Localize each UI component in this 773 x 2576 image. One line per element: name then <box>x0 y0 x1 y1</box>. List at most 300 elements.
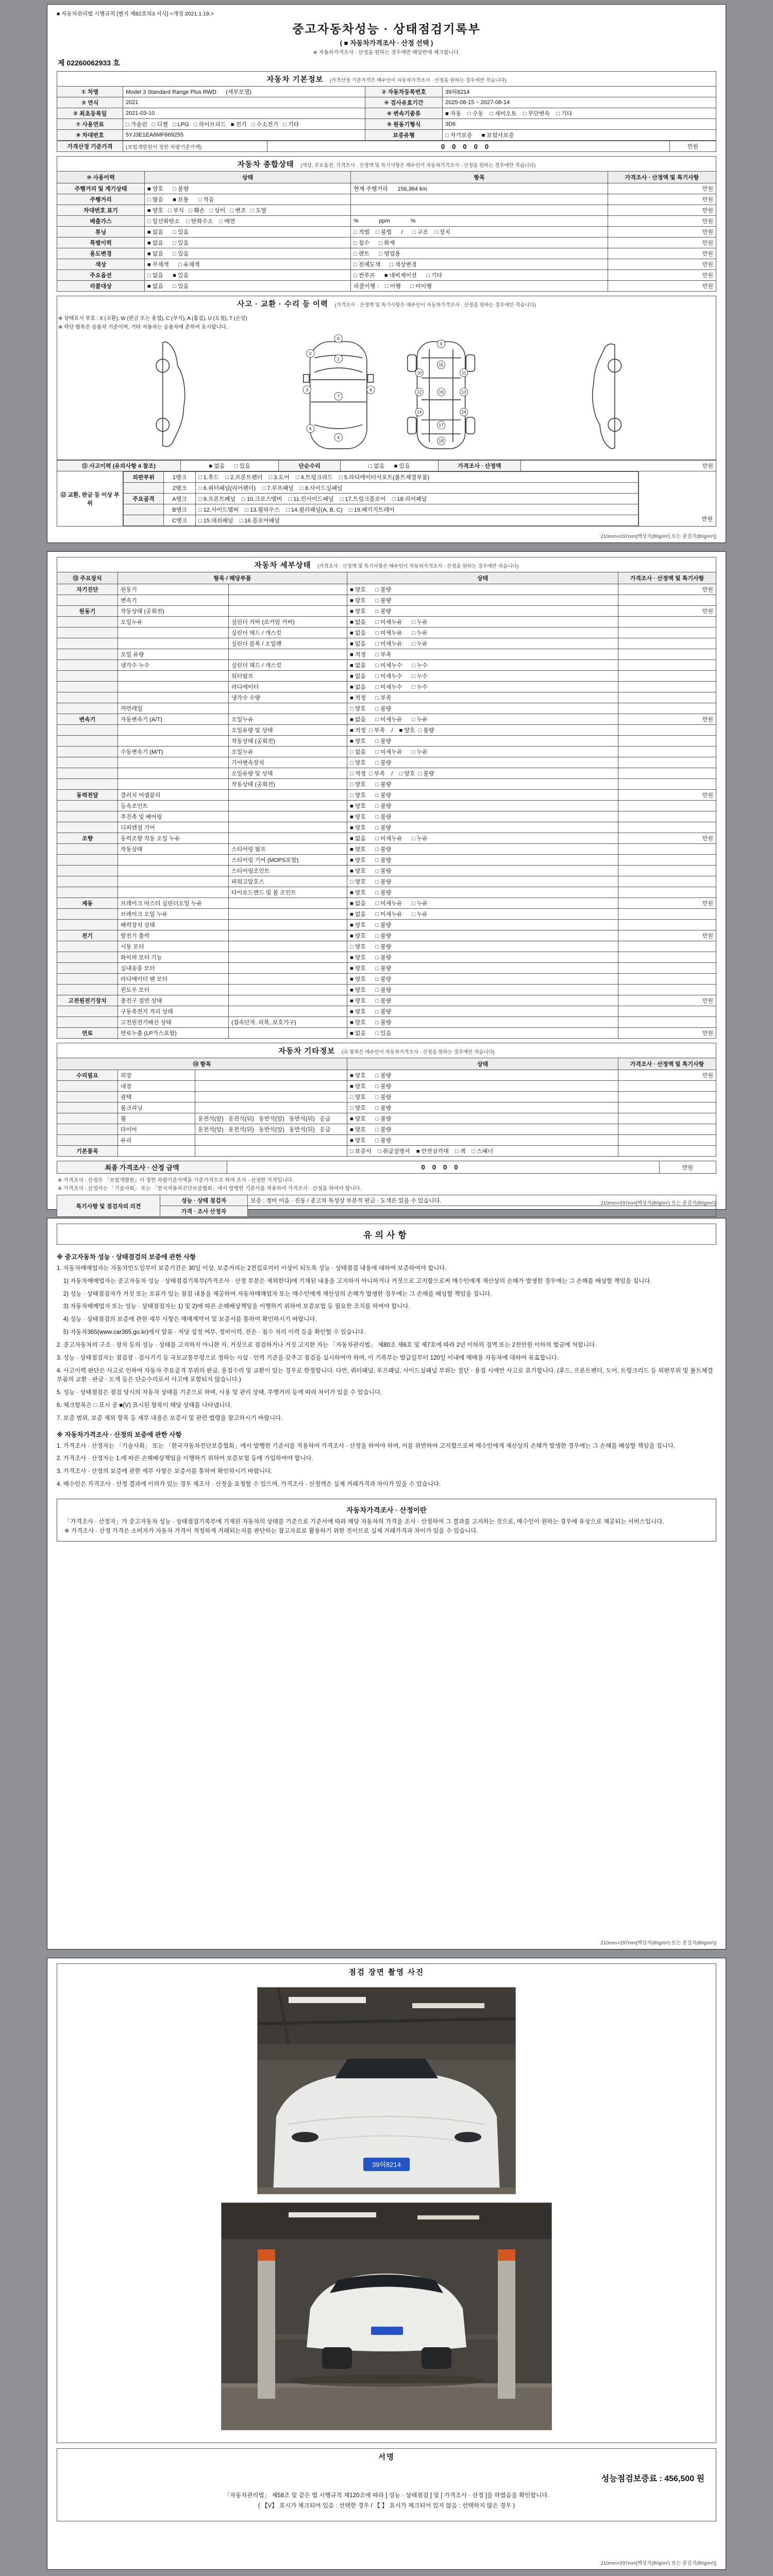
accident-history-table <box>57 460 716 471</box>
detail-system-cell <box>57 855 118 866</box>
section-detail <box>57 557 716 572</box>
detail-system-cell <box>57 649 118 660</box>
exchange-category <box>124 515 164 526</box>
section-accident <box>57 296 716 311</box>
detail-state-checkboxes: ■ 양호 □ 불량 <box>347 952 618 963</box>
detail-item-cell: 브레이크 마스터 실린더오일 누유 <box>118 898 229 909</box>
detail-price-cell: 만원 <box>618 1028 716 1039</box>
detail-row <box>57 822 716 833</box>
etc-row <box>57 1135 716 1146</box>
etc-price-cell <box>618 1135 716 1146</box>
overall-row <box>57 238 716 248</box>
detail-price-cell <box>618 801 716 811</box>
detail-price-cell <box>618 909 716 920</box>
exchange-parts: □ 1.후드 □ 2.프론트펜더 □ 3.도어 □ 4.트렁크리드 □ 5.라디에이터서포트(볼트체결부품) <box>196 472 638 483</box>
detail-system-cell: 제동 <box>57 898 118 909</box>
overall-state-checkboxes: ■ 없음 □ 있음 <box>145 248 351 259</box>
etc-state-checkboxes: □ 양호 □ 불량 <box>347 1092 618 1103</box>
overall-col-usage: ⑩ 사용이력 <box>57 172 145 183</box>
detail-price-cell <box>618 876 716 887</box>
etc-item-cell: 유리 <box>118 1135 195 1146</box>
detail-price-cell <box>618 671 716 682</box>
exchange-category <box>124 504 164 515</box>
detail-system-cell <box>57 844 118 855</box>
detail-system-cell <box>57 909 118 920</box>
detail-system-cell: 자기진단 <box>57 584 118 595</box>
detail-state-checkboxes: ■ 없음 □ 미세누유 □ 누유 <box>347 909 618 920</box>
basic-value-right: 2025-08-15 ~ 2027-08-14 <box>443 97 716 108</box>
section-detail-title: 자동차 세부상태 <box>254 562 311 570</box>
detail-system-cell <box>57 876 118 887</box>
overall-state-checkboxes: □ 많음 ■ 보통 □ 적음 <box>145 194 351 205</box>
detail-state-checkboxes: ■ 양호 □ 불량 <box>347 920 618 930</box>
detail-system-cell <box>57 736 118 747</box>
vehicle-diagram-panel <box>57 311 716 460</box>
detail-item-cell <box>118 736 229 747</box>
etc-price-cell <box>618 1103 716 1113</box>
sign-statement-2: ( 【V】 표시가 체크되어 있음 : 선택한 경우 / 【 】 표시가 체크되어 있지 않음 : 선택하지 않은 경우 ) <box>258 2503 515 2509</box>
overall-state-checkboxes: ■ 없음 □ 있음 <box>145 227 351 238</box>
etc-price-cell <box>618 1081 716 1092</box>
detail-row <box>57 844 716 855</box>
detail-item-cell: 동력조향 작동 오일 누유 <box>118 833 229 844</box>
detail-subitem-cell: 오일유량 및 상태 <box>229 725 347 736</box>
exchange-price-cell: 만원 <box>638 471 716 526</box>
detail-price-cell <box>618 638 716 649</box>
detail-item-cell: 시동 모터 <box>118 941 229 952</box>
photo-section-title: 점검 장면 촬영 사진 <box>57 1963 716 1980</box>
detail-price-cell <box>618 1017 716 1028</box>
detail-system-cell: 변속기 <box>57 714 118 725</box>
detail-price-cell <box>618 757 716 768</box>
basic-label-right: 보증유형 <box>365 130 443 141</box>
etc-state-checkboxes: ■ 양호 □ 불량 <box>347 1081 618 1092</box>
detail-system-cell <box>57 985 118 995</box>
detail-system-cell: 전기 <box>57 930 118 941</box>
detail-subitem-cell: 타이로드엔드 및 볼 조인트 <box>229 887 347 898</box>
detail-price-cell: 만원 <box>618 606 716 617</box>
basic-info-row <box>57 130 716 141</box>
detail-system-cell: 동력전달 <box>57 790 118 801</box>
exchange-rank: 2랭크 <box>164 483 196 494</box>
basic-label-right: ④ 검사유효기간 <box>365 97 443 108</box>
detail-system-cell <box>57 887 118 898</box>
section-basic-title: 자동차 기본정보 <box>266 76 324 84</box>
detail-item-cell: 자동변속기 (A/T) <box>118 714 229 725</box>
detail-subitem-cell <box>229 1028 347 1039</box>
detail-row <box>57 768 716 779</box>
overall-extra: % ppm % <box>351 216 608 227</box>
section-overall-note: (색상, 주요옵션, 가격조사 · 산정액 및 특기사항은 매수인이 자동차가격조사 · 산정을 원하는 경우에만 적습니다) <box>300 163 536 168</box>
detail-state-checkboxes: ■ 없음 □ 미세누유 □ 누유 <box>347 898 618 909</box>
etc-col-price: 가격조사 · 산정액 및 특기사항 <box>618 1058 716 1070</box>
detail-system-cell <box>57 682 118 692</box>
overall-extra: □ 썬루프 ■ 네비게이션 □ 기타 <box>351 270 608 281</box>
exchange-label: ⑫ 교환, 판금 등 이상 부위 <box>57 471 123 526</box>
price-survey-select-note: ※ 자동차가격조사 · 산정을 원하는 경우에만 해당란에 체크합니다. <box>313 50 460 56</box>
final-price-note-1: ※ 가격조사 · 산정은 「보험개발원」이 정한 차량기준가액을 기준가격으로 하여 조사 · 산정한 가격입니다. <box>58 1178 294 1183</box>
overall-usage-label: 주요옵션 <box>57 270 145 281</box>
etc-price-cell <box>618 1124 716 1135</box>
overall-usage-label: 색상 <box>57 259 145 270</box>
detail-state-checkboxes: ■ 양호 □ 불량 <box>347 866 618 876</box>
detail-state-checkboxes: ■ 양호 □ 불량 <box>347 887 618 898</box>
section-etc-title: 자동차 기타정보 <box>278 1047 335 1056</box>
detail-row <box>57 779 716 790</box>
base-price-label: 가격산정 기준가격 <box>57 141 123 152</box>
detail-subitem-cell: 기어변속장치 <box>229 757 347 768</box>
detail-col-state: 상태 <box>347 572 618 584</box>
svg-text:16: 16 <box>439 389 444 395</box>
detail-row <box>57 1028 716 1039</box>
overall-state-checkboxes: ■ 양호 □ 부식 □ 훼손 □ 상이 □ 변조 □ 도말 <box>145 205 351 216</box>
detail-system-cell <box>57 952 118 963</box>
etc-item-cell: 룸크리닝 <box>118 1103 195 1113</box>
detail-subitem-cell: 실린더 헤드 / 개스킷 <box>229 660 347 671</box>
detail-price-cell <box>618 952 716 963</box>
detail-subitem-cell <box>229 649 347 660</box>
overall-state-checkboxes: ■ 없음 □ 있음 <box>145 281 351 292</box>
basic-info-table <box>57 86 716 141</box>
detail-system-cell <box>57 703 118 714</box>
detail-row <box>57 736 716 747</box>
detail-system-cell <box>57 822 118 833</box>
notice-section2-list <box>57 1442 716 1489</box>
detail-price-cell <box>618 920 716 930</box>
etc-subitem-cell: 운전석(앞) 운전석(뒤) 동반석(앞) 동반석(뒤) 응급 <box>195 1113 347 1124</box>
basic-value-right: 39허8214 <box>443 87 716 97</box>
detail-price-cell <box>618 855 716 866</box>
detail-system-cell <box>57 757 118 768</box>
exchange-parts: □ 9.프론트패널 □ 10.크로스멤버 □ 11.인사이드패널 □ 17.트렁크플로어 □ 18.리어패널 <box>196 494 638 504</box>
svg-text:18: 18 <box>439 438 444 444</box>
overall-col-price: 가격조사 · 산정액 및 특기사항 <box>608 172 716 183</box>
detail-system-cell <box>57 617 118 628</box>
detail-header-row <box>57 572 716 584</box>
exchange-rank: B랭크 <box>164 504 196 515</box>
detail-item-cell <box>118 671 229 682</box>
overall-price-cell: 만원 <box>608 281 716 292</box>
print-spec-3: 210mm×297mm[백상지(80g/m²) 또는 중질지(80g/m²)] <box>600 1940 716 1946</box>
detail-state-checkboxes: ■ 없음 □ 미세누유 □ 누유 <box>347 638 618 649</box>
exchange-category: 외판부위 <box>124 472 164 483</box>
detail-price-cell <box>618 725 716 736</box>
detail-system-cell <box>57 671 118 682</box>
detail-price-cell <box>618 747 716 757</box>
basic-value-left: 2021-03-10 <box>123 108 365 119</box>
diagram-legend-2: ※ 하단 항목은 승용차 기준이며, 기타 자동차는 승용차에 준하여 표시합니다. <box>58 325 228 330</box>
detail-item-cell <box>118 887 229 898</box>
final-price-unit: 만원 <box>660 1161 716 1174</box>
detail-state-checkboxes: ■ 양호 □ 불량 <box>347 930 618 941</box>
svg-text:3: 3 <box>306 387 308 393</box>
detail-state-checkboxes: ■ 없음 □ 미세누유 □ 누유 <box>347 617 618 628</box>
detail-state-checkboxes: □ 양호 □ 불량 <box>347 790 618 801</box>
section-etc <box>57 1043 716 1058</box>
detail-item-cell: 작동상태 <box>118 844 229 855</box>
final-price-digits: 0000 <box>227 1161 660 1174</box>
detail-subitem-cell <box>229 801 347 811</box>
detail-item-cell: 수동변속기 (M/T) <box>118 747 229 757</box>
detail-system-cell <box>57 974 118 985</box>
detail-system-cell <box>57 628 118 638</box>
detail-item-cell <box>118 779 229 790</box>
basic-label-left: ① 차명 <box>57 87 123 97</box>
detail-item-cell <box>118 866 229 876</box>
detail-subitem-cell: 오일유량 및 상태 <box>229 768 347 779</box>
notice-item: 1) 자동차매매업자는 중고자동차 성능 · 상태점검기록부(가격조사 · 산정 부분은 제외한다)에 기재된 내용을 고지하지 아니하거나 거짓으로 고지함으로써 매수인에게 재산상의 손해가 발생한 경우에는 그 손해를 배상할 책임을 집니다. <box>57 1278 652 1284</box>
detail-row <box>57 855 716 866</box>
overall-price-cell: 만원 <box>608 205 716 216</box>
overall-price-cell: 만원 <box>608 216 716 227</box>
svg-text:15: 15 <box>439 363 444 368</box>
etc-subitem-cell <box>195 1081 347 1092</box>
section-accident-title: 사고 · 교환 · 수리 등 이력 <box>237 300 329 309</box>
exchange-rank: 1랭크 <box>164 472 196 483</box>
exchange-rank-table <box>123 471 638 526</box>
detail-row <box>57 920 716 930</box>
detail-price-cell <box>618 963 716 974</box>
detail-system-cell <box>57 768 118 779</box>
detail-subitem-cell <box>229 974 347 985</box>
etc-group-cell <box>57 1103 118 1113</box>
detail-subitem-cell <box>229 930 347 941</box>
opinion-appraiser-text <box>248 1206 716 1217</box>
page-photos-sign <box>47 1958 726 2570</box>
detail-subitem-cell <box>229 790 347 801</box>
etc-row <box>57 1124 716 1135</box>
detail-price-cell <box>618 682 716 692</box>
detail-system-cell <box>57 1017 118 1028</box>
inspection-photo-lift <box>221 2202 552 2430</box>
detail-item-cell <box>118 638 229 649</box>
final-price-note-2: ※ 가격조사 · 산정자는 「기술사회」 또는 「한국자동차진단보증협회」에서 발행한 기준서를 적용하여 가격조사 · 산정을 하여야 합니다. <box>58 1186 362 1192</box>
overall-usage-label: 주행거리 및 계기상태 <box>57 183 145 194</box>
exchange-parts: □ 15.대쉬패널 □ 16.플로어패널 <box>196 515 638 526</box>
overall-usage-label: 리콜대상 <box>57 281 145 292</box>
svg-text:6: 6 <box>309 426 312 431</box>
exchange-rank: A랭크 <box>164 494 196 504</box>
detail-subitem-cell <box>229 985 347 995</box>
detail-row <box>57 584 716 595</box>
detail-subitem-cell: 워터펌프 <box>229 671 347 682</box>
etc-row <box>57 1103 716 1113</box>
section-detail-note: (가격조사 · 산정액 및 특기사항은 매수인이 자동차가격조사 · 산정을 원하는 경우에만 적습니다) <box>317 564 519 569</box>
detail-state-checkboxes: ■ 없음 □ 미세누수 □ 누수 <box>347 682 618 692</box>
detail-system-cell <box>57 638 118 649</box>
detail-row <box>57 985 716 995</box>
overall-row <box>57 248 716 259</box>
notice-item: 3) 자동차매매업자 또는 성능 · 상태점검자는 1) 및 2)에 따른 손해배상책임을 이행하기 위하여 보증보험 등 필요한 조치를 하여야 합니다. <box>57 1303 410 1310</box>
overall-state-checkboxes: ■ 양호 □ 불량 <box>145 183 351 194</box>
detail-subitem-cell <box>229 584 347 595</box>
detail-system-cell <box>57 920 118 930</box>
basic-value-left: 2021 <box>123 97 365 108</box>
detail-system-cell <box>57 963 118 974</box>
sign-section-title: 서명 <box>57 2448 716 2465</box>
etc-group-cell <box>57 1124 118 1135</box>
opinion-title-cell: 특기사항 및 점검자의 의견 <box>57 1195 160 1217</box>
detail-price-cell <box>618 660 716 671</box>
etc-group-cell <box>57 1081 118 1092</box>
overall-usage-label: 튜닝 <box>57 227 145 238</box>
detail-state-checkboxes: ■ 양호 □ 불량 <box>347 855 618 866</box>
detail-row <box>57 638 716 649</box>
overall-price-cell: 만원 <box>608 270 716 281</box>
detail-row <box>57 649 716 660</box>
print-spec-2: 210mm×297mm[백상지(80g/m²) 또는 중질지(80g/m²)] <box>600 1200 716 1206</box>
notice-item: 4. 사고이력 판단은 사고로 인하여 자동차 주요골격 부위의 판금, 용접수리 및 교환이 있는 경우로 한정합니다. 다만, 쿼터패널, 루프패널, 사이드실패널 부위는 절단 · 용접 시에만 사고로 표기합니다. (후드, 프론트펜더, 도어, 트렁크리드 등 외판부위 및 볼트체결부품의 교환 · 판금 · 도색 등은 단순수리로서 사고에 포함되지 않습니다.) <box>57 1367 713 1383</box>
sign-area <box>57 2465 716 2521</box>
etc-row <box>57 1092 716 1103</box>
detail-price-cell <box>618 768 716 779</box>
detail-item-cell: 발전기 출력 <box>118 930 229 941</box>
detail-item-cell <box>118 757 229 768</box>
base-price-digits: 00000 <box>267 141 670 152</box>
detail-state-checkboxes: □ 양호 □ 불량 <box>347 757 618 768</box>
etc-subitem-cell <box>195 1092 347 1103</box>
detail-system-cell <box>57 866 118 876</box>
etc-item-cell: 광택 <box>118 1092 195 1103</box>
detail-subitem-cell: 라디에이터 <box>229 682 347 692</box>
notice-item: 7. 보증 범위, 보증 제외 항목 등 세부 내용은 보증서 및 관련 법령을 참고하시기 바랍니다. <box>57 1415 283 1421</box>
detail-item-cell: 커먼레일 <box>118 703 229 714</box>
detail-subitem-cell <box>229 703 347 714</box>
overall-state-checkboxes: □ 일산화탄소 □ 탄화수소 □ 매연 <box>145 216 351 227</box>
etc-state-checkboxes: ■ 양호 □ 불량 <box>347 1113 618 1124</box>
detail-subitem-cell: 실린더 커버 (로커암 커버) <box>229 617 347 628</box>
car-side-left <box>156 342 185 447</box>
page-basic-info <box>47 4 726 543</box>
notice-item: 2. 중고자동차의 구조 · 장치 등의 성능 · 상태를 고지하지 아니한 자, 거짓으로 점검하거나 거짓 고지한 자는 「자동차관리법」 제80조 제6호 및 제7호에 따라 2년 이하의 징역 또는 2천만원 이하의 벌금에 처합니다. <box>57 1342 597 1348</box>
form-reference: ■ 자동차관리법 시행규칙 [별지 제82호의3 서식] <개정 2021.1.19.> <box>57 11 214 17</box>
detail-state-checkboxes: ■ 양호 □ 불량 <box>347 985 618 995</box>
detail-subitem-cell <box>229 952 347 963</box>
accident-price-label: 가격조사 · 산정액 <box>439 461 521 471</box>
overall-row <box>57 183 716 194</box>
detail-row <box>57 909 716 920</box>
exchange-rank-row <box>124 483 638 494</box>
final-price-row <box>57 1161 716 1174</box>
overall-price-cell: 만원 <box>608 227 716 238</box>
notice-item: 2. 가격조사 · 산정자는 1.에 따른 손해배상책임을 이행하기 위하여 보증보험 등에 가입하여야 합니다. <box>57 1455 313 1462</box>
detail-state-checkboxes: ■ 양호 □ 불량 <box>347 584 618 595</box>
detail-subitem-cell: 냉각수 수량 <box>229 692 347 703</box>
detail-subitem-cell <box>229 606 347 617</box>
svg-text:2: 2 <box>309 351 312 357</box>
svg-text:14: 14 <box>417 410 422 415</box>
etc-price-cell <box>618 1146 716 1157</box>
detail-item-cell: 구동축전지 격리 상태 <box>118 1006 229 1017</box>
etc-subitem-cell <box>195 1146 347 1157</box>
svg-text:8: 8 <box>369 387 372 393</box>
basic-info-row <box>57 119 716 130</box>
overall-status-table <box>57 171 716 292</box>
etc-state-checkboxes: □ 보증서 □ 취급설명서 ■ 안전삼각대 □ 잭 □ 스패너 <box>347 1146 618 1157</box>
detail-subitem-cell <box>229 995 347 1006</box>
base-price-table <box>57 141 716 152</box>
overall-usage-label: 차대번호 표기 <box>57 205 145 216</box>
detail-price-cell <box>618 822 716 833</box>
exchange-panel <box>57 471 716 527</box>
detail-state-checkboxes: ■ 양호 □ 불량 <box>347 736 618 747</box>
section-accident-note: (가격조사 · 산정액 및 특기사항은 매수인이 자동차가격조사 · 산정을 원하는 경우에만 적습니다) <box>334 302 536 308</box>
detail-row <box>57 801 716 811</box>
detail-item-cell: 냉각수 누수 <box>118 660 229 671</box>
detail-state-checkboxes: ■ 양호 □ 불량 <box>347 822 618 833</box>
detail-system-cell <box>57 725 118 736</box>
detail-subitem-cell: 실린더 블록 / 오일팬 <box>229 638 347 649</box>
detail-state-checkboxes: ■ 양호 □ 불량 <box>347 974 618 985</box>
detail-system-cell <box>57 660 118 671</box>
detail-item-cell: 변속기 <box>118 595 229 606</box>
overall-row <box>57 270 716 281</box>
print-spec-4: 210mm×297mm[백상지(80g/m²) 또는 중질지(80g/m²)] <box>600 2561 716 2566</box>
exchange-parts: □ 12.사이드멤버 □ 13.휠하우스 □ 14.필러패널(A, B, C) □ 19.패키지트레이 <box>196 504 638 515</box>
detail-state-checkboxes: ■ 양호 □ 불량 <box>347 801 618 811</box>
detail-row <box>57 671 716 682</box>
overall-state-checkboxes: □ 없음 ■ 있음 <box>145 270 351 281</box>
detail-row <box>57 660 716 671</box>
detail-row <box>57 887 716 898</box>
detail-price-cell <box>618 595 716 606</box>
etc-item-cell: 휠 <box>118 1113 195 1124</box>
etc-price-cell <box>618 1113 716 1124</box>
accident-history-row <box>57 461 716 471</box>
accident-price-value: 만원 <box>521 461 716 471</box>
detail-item-cell: 추진축 및 베어링 <box>118 811 229 822</box>
detail-item-cell: 브레이크 오일 누유 <box>118 909 229 920</box>
etc-price-cell <box>618 1092 716 1103</box>
detail-price-cell <box>618 811 716 822</box>
detail-item-cell: 배력장치 상태 <box>118 920 229 930</box>
exchange-rank: C랭크 <box>164 515 196 526</box>
etc-row <box>57 1081 716 1092</box>
detail-item-cell <box>118 682 229 692</box>
base-price-unit: 만원 <box>670 141 716 152</box>
detail-col-item: 항목 / 해당부품 <box>118 572 347 584</box>
basic-label-left: ⑦ 사용연료 <box>57 119 123 130</box>
detail-subitem-cell: 스티어링 기어 (MDPS포함) <box>229 855 347 866</box>
inspection-fee: 성능점검보증료 : 456,500 원 <box>601 2475 704 2483</box>
detail-row <box>57 790 716 801</box>
detail-row <box>57 930 716 941</box>
detail-state-checkboxes: ■ 양호 □ 불량 <box>347 606 618 617</box>
basic-label-left: ③ 연식 <box>57 97 123 108</box>
notice-section2-head: ※ 자동차가격조사 · 산정의 보증에 관한 사항 <box>57 1431 182 1438</box>
etc-subitem-cell <box>195 1135 347 1146</box>
detail-price-cell <box>618 779 716 790</box>
overall-col-state: 상태 <box>145 172 351 183</box>
detail-subitem-cell: 실린더 헤드 / 개스킷 <box>229 628 347 638</box>
svg-text:17: 17 <box>439 423 444 428</box>
detail-row <box>57 757 716 768</box>
basic-value-right: ■ 자동 □ 수동 □ 세미오토 □ 무단변속 □ 기타 <box>443 108 716 119</box>
detail-price-cell <box>618 974 716 985</box>
detail-row <box>57 963 716 974</box>
diagram-legend-1: ※ 상태표시 부호 : X (교환), W (판금 또는 용접), C (부식), A (흠집), U (요철), T (손상) <box>58 316 247 321</box>
detail-subitem-cell <box>229 822 347 833</box>
detail-state-checkboxes: ■ 양호 □ 불량 <box>347 1006 618 1017</box>
exchange-rank-row <box>124 472 638 483</box>
detail-item-cell: 와이퍼 모터 기능 <box>118 952 229 963</box>
overall-header-row <box>57 172 716 183</box>
detail-price-cell: 만원 <box>618 930 716 941</box>
overall-extra: □ 침수 □ 화재 <box>351 238 608 248</box>
detail-price-cell <box>618 985 716 995</box>
overall-extra <box>351 194 608 205</box>
detail-state-checkboxes: ■ 양호 □ 불량 <box>347 963 618 974</box>
